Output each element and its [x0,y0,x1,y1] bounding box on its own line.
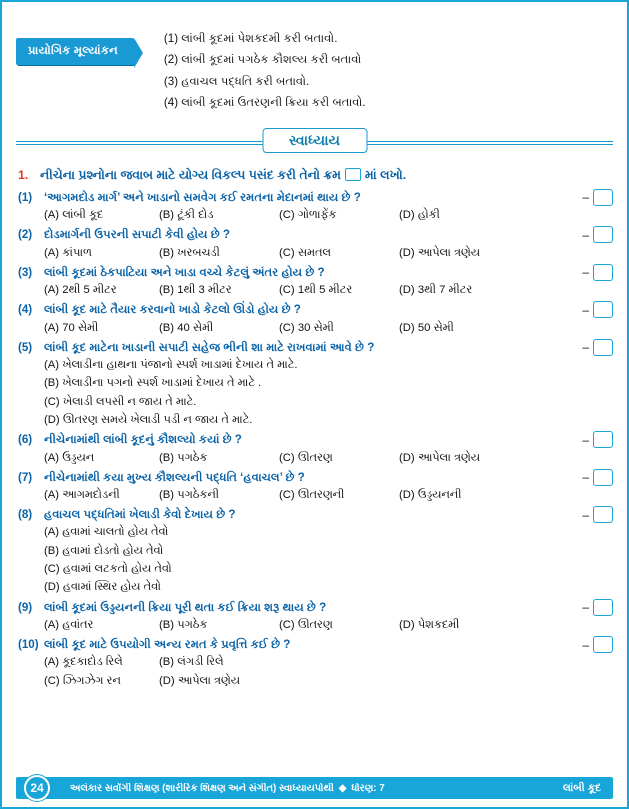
dash-separator: – [582,637,589,652]
dash-separator: – [582,340,589,355]
option-c[interactable]: (C) 1થી 5 મીટર [279,284,353,297]
answer-box[interactable] [593,599,613,616]
option-c[interactable]: (C) હવામાં લટકતો હોય તેવો [44,563,172,576]
instruction-text-after: માં લખો. [364,167,407,182]
question-heading [18,636,613,653]
practical-item: (2) લાંબી કૂદમાં પગઠેક કૌશલ્ય કરી બતાવો [163,53,362,67]
instruction-line [2,156,627,185]
option-b[interactable]: (B) 40 સેમી [159,321,214,334]
option-c[interactable]: (C) ગોળાફેંક [279,209,337,222]
question-item [18,339,613,430]
question-number: (9) [18,600,33,614]
option-c[interactable]: (C) ઊતરણ [279,451,333,464]
option-c[interactable]: (C) સમતલ [279,246,331,259]
question-number: (8) [18,508,33,522]
option-a[interactable]: (A) કાંપાળ [44,246,92,259]
option-stack [18,523,613,596]
dash-separator: – [582,302,589,317]
practical-item: (4) લાંબી કૂદમાં ઉતરણની ક્રિયા કરી બતાવો. [163,96,366,110]
footer-chapter: લાંબી કૂદ [562,781,601,794]
instruction-text-before: નીચેના પ્રશ્નોના જવાબ માટે યોગ્ય વિકલ્પ પસંદ કરી તેનો ક્રમ [40,167,341,182]
option-a[interactable]: (A) હવામાં ચાલતો હોય તેવો [44,526,169,539]
option-a[interactable]: (A) ઉડ્ડયન [44,451,95,464]
question-number: (4) [18,303,33,317]
option-d[interactable]: (D) હવામાં સ્થિર હોય તેવો [44,581,161,594]
question-number: (2) [18,228,33,242]
question-heading [18,469,613,486]
banner-title: સ્વાધ્યાય [262,128,367,153]
question-item [18,264,613,299]
option-b[interactable]: (B) ખરબચડી [159,246,220,259]
question-heading [18,431,613,448]
question-item [18,301,613,336]
question-text: લાંબી કૂદમાં ઉડ્ડયનની ક્રિયા પૂરી થતા કઈ ક્રિયા શરૂ થાય છે ? [44,600,327,614]
option-d[interactable]: (D) પેશકદમી [399,619,460,632]
question-item [18,636,613,690]
dash-separator: – [582,265,589,280]
option-stack [18,356,613,429]
answer-box[interactable] [593,301,613,318]
question-heading [18,264,613,281]
option-row [18,616,613,634]
option-d[interactable]: (D) હોકી [399,209,440,222]
option-row [18,486,613,504]
question-number: (1) [18,190,33,204]
option-d[interactable]: (D) 3થી 7 મીટર [399,284,473,297]
option-b[interactable]: (B) ખેલાડીના પગનો સ્પર્શ ખાડામાં દેખાય તે માટે . [44,377,262,390]
option-b[interactable]: (B) ટૂંકી દોડ [159,209,214,222]
swadhyay-banner [2,126,627,156]
answer-box-group [582,431,613,448]
option-c[interactable]: (C) ઊતરણની [279,488,345,501]
option-c[interactable]: (C) ઝિગઝેગ રન [44,674,121,687]
question-heading [18,339,613,356]
page-footer [2,769,627,807]
question-number: (5) [18,340,33,354]
question-item [18,469,613,504]
answer-box[interactable] [593,226,613,243]
option-d[interactable]: (D) આપેલા ત્રણેય [399,246,481,259]
question-text: દોડમાર્ગની ઉપરની સપાટી કેવી હોય છે ? [44,228,230,242]
option-c[interactable]: (C) 30 સેમી [279,321,334,334]
practical-item: (1) લાંબી કૂદમાં પેશકદમી કરી બતાવો. [163,32,338,45]
question-heading [18,599,613,616]
question-text: લાંબી કૂદ માટે તૈયાર કરવાનો ખાડો કેટલો ઊંડો હોય છે ? [44,303,301,317]
option-row [18,319,613,337]
dash-separator: – [582,190,589,205]
option-row [18,206,613,224]
option-b[interactable]: (B) હવામાં દોડતો હોય તેવો [44,544,164,557]
practical-evaluation-section [2,2,627,118]
instruction-text [40,168,406,183]
dash-separator: – [582,470,589,485]
answer-box-group [582,339,613,356]
footer-bar [16,777,613,799]
option-d[interactable]: (D) 50 સેમી [399,321,454,334]
option-row [18,672,613,690]
footer-title-text: અલંકાર સર્વાંગી શિક્ષણ (શારીરિક શિક્ષણ અને સંગીત) સ્વાધ્યાયપોથી [70,782,334,794]
answer-box-group [582,301,613,318]
answer-box-group [582,636,613,653]
question-item [18,431,613,466]
option-row [18,653,613,671]
question-list [2,185,627,690]
practical-evaluation-list [164,28,366,114]
question-text: લાંબી કૂદમાં ઠેકપાટિયા અને ખાડા વચ્ચે કેટલું અંતર હોય છે ? [44,265,325,279]
practical-evaluation-badge: પ્રાયોગિક મૂલ્યાંકન [16,38,134,65]
option-b[interactable]: (B) પગઠેક [159,619,208,632]
question-number: (10) [18,638,39,652]
option-a[interactable]: (A) કૂદકાદોડ રિલે [44,656,123,669]
page-number: 24 [24,775,50,801]
practical-item: (3) હવાચલ પદ્ધતિ કરી બતાવો. [163,74,310,88]
answer-box[interactable] [593,431,613,448]
option-a[interactable]: (A) 2થી 5 મીટર [44,284,117,297]
option-d[interactable]: (D) ઊતરણ સમયે ખેલાડી પડી ન જાય તે માટે. [44,413,253,426]
question-heading [18,506,613,523]
answer-box-group [582,599,613,616]
question-text: નીચેનામાંથી કયા મુખ્ય કૌશલ્યની પદ્ધતિ ‘હવાચલ’ છે ? [44,470,305,484]
footer-book-title [70,783,563,794]
answer-box[interactable] [593,469,613,486]
option-b[interactable]: (B) લંગડી રિલે [159,656,224,669]
option-c[interactable]: (C) ખેલાડી લપસી ન જાય તે માટે. [44,395,197,408]
footer-class: ધોરણ: 7 [351,782,385,794]
instruction-answer-box[interactable] [345,168,361,181]
dash-separator: – [582,507,589,522]
answer-box[interactable] [593,189,613,206]
option-row [18,244,613,262]
question-text: લાંબી કૂદ માટેના ખાડાની સપાટી સહેજ ભીની શા માટે રાખવામાં આવે છે ? [44,340,375,354]
question-text: હવાચલ પદ્ધતિમાં ખેલાડી કેવો દેખાય છે ? [44,508,236,522]
question-item [18,599,613,634]
option-a[interactable]: (A) હવાંતર [44,619,94,632]
option-d[interactable]: (D) આપેલા ત્રણેય [159,674,241,687]
option-b[interactable]: (B) પગઠેક [159,451,208,464]
option-a[interactable]: (A) લાંબી કૂદ [44,209,104,222]
answer-box[interactable] [593,339,613,356]
dash-separator: – [582,600,589,615]
answer-box-group [582,189,613,206]
option-b[interactable]: (B) પગઠેકની [159,488,219,501]
question-heading [18,226,613,243]
answer-box[interactable] [593,636,613,653]
question-text: નીચેનામાંથી લાંબી કૂદનું કૌશલ્યો કયાં છે ? [44,433,242,447]
answer-box[interactable] [593,264,613,281]
question-text: લાંબી કૂદ માટે ઉપયોગી અન્ય રમત કે પ્રવૃત્તિ કઈ છે ? [44,638,291,652]
option-a[interactable]: (A) આગમદોડની [44,488,120,501]
answer-box-group [582,506,613,523]
option-c[interactable]: (C) ઊતરણ [279,619,333,632]
answer-box-group [582,226,613,243]
answer-box-group [582,264,613,281]
option-a[interactable]: (A) ખેલાડીના હાથના પંજાનો સ્પર્શ ખાડામાં દેખાય તે માટે. [44,358,298,371]
question-number: (6) [18,433,33,447]
question-heading [18,301,613,318]
option-b[interactable]: (B) 1થી 3 મીટર [159,284,232,297]
question-number: (7) [18,470,33,484]
option-d[interactable]: (D) આપેલા ત્રણેય [399,451,481,464]
answer-box[interactable] [593,506,613,523]
option-a[interactable]: (A) 70 સેમી [44,321,99,334]
question-item [18,506,613,597]
option-row [18,281,613,299]
instruction-number: 1. [18,167,29,182]
option-row [18,449,613,467]
question-text: ‘આગમદોડ માર્ગ’ અને ખાડાનો સમવેગ કઈ રમતના મેદાનમાં થાય છે ? [44,190,361,204]
question-item [18,226,613,261]
footer-dot: ◆ [338,782,347,794]
option-d[interactable]: (D) ઉડ્ડયનની [399,488,462,501]
question-number: (3) [18,265,33,279]
question-heading [18,189,613,206]
dash-separator: – [582,432,589,447]
answer-box-group [582,469,613,486]
question-item [18,189,613,224]
dash-separator: – [582,227,589,242]
